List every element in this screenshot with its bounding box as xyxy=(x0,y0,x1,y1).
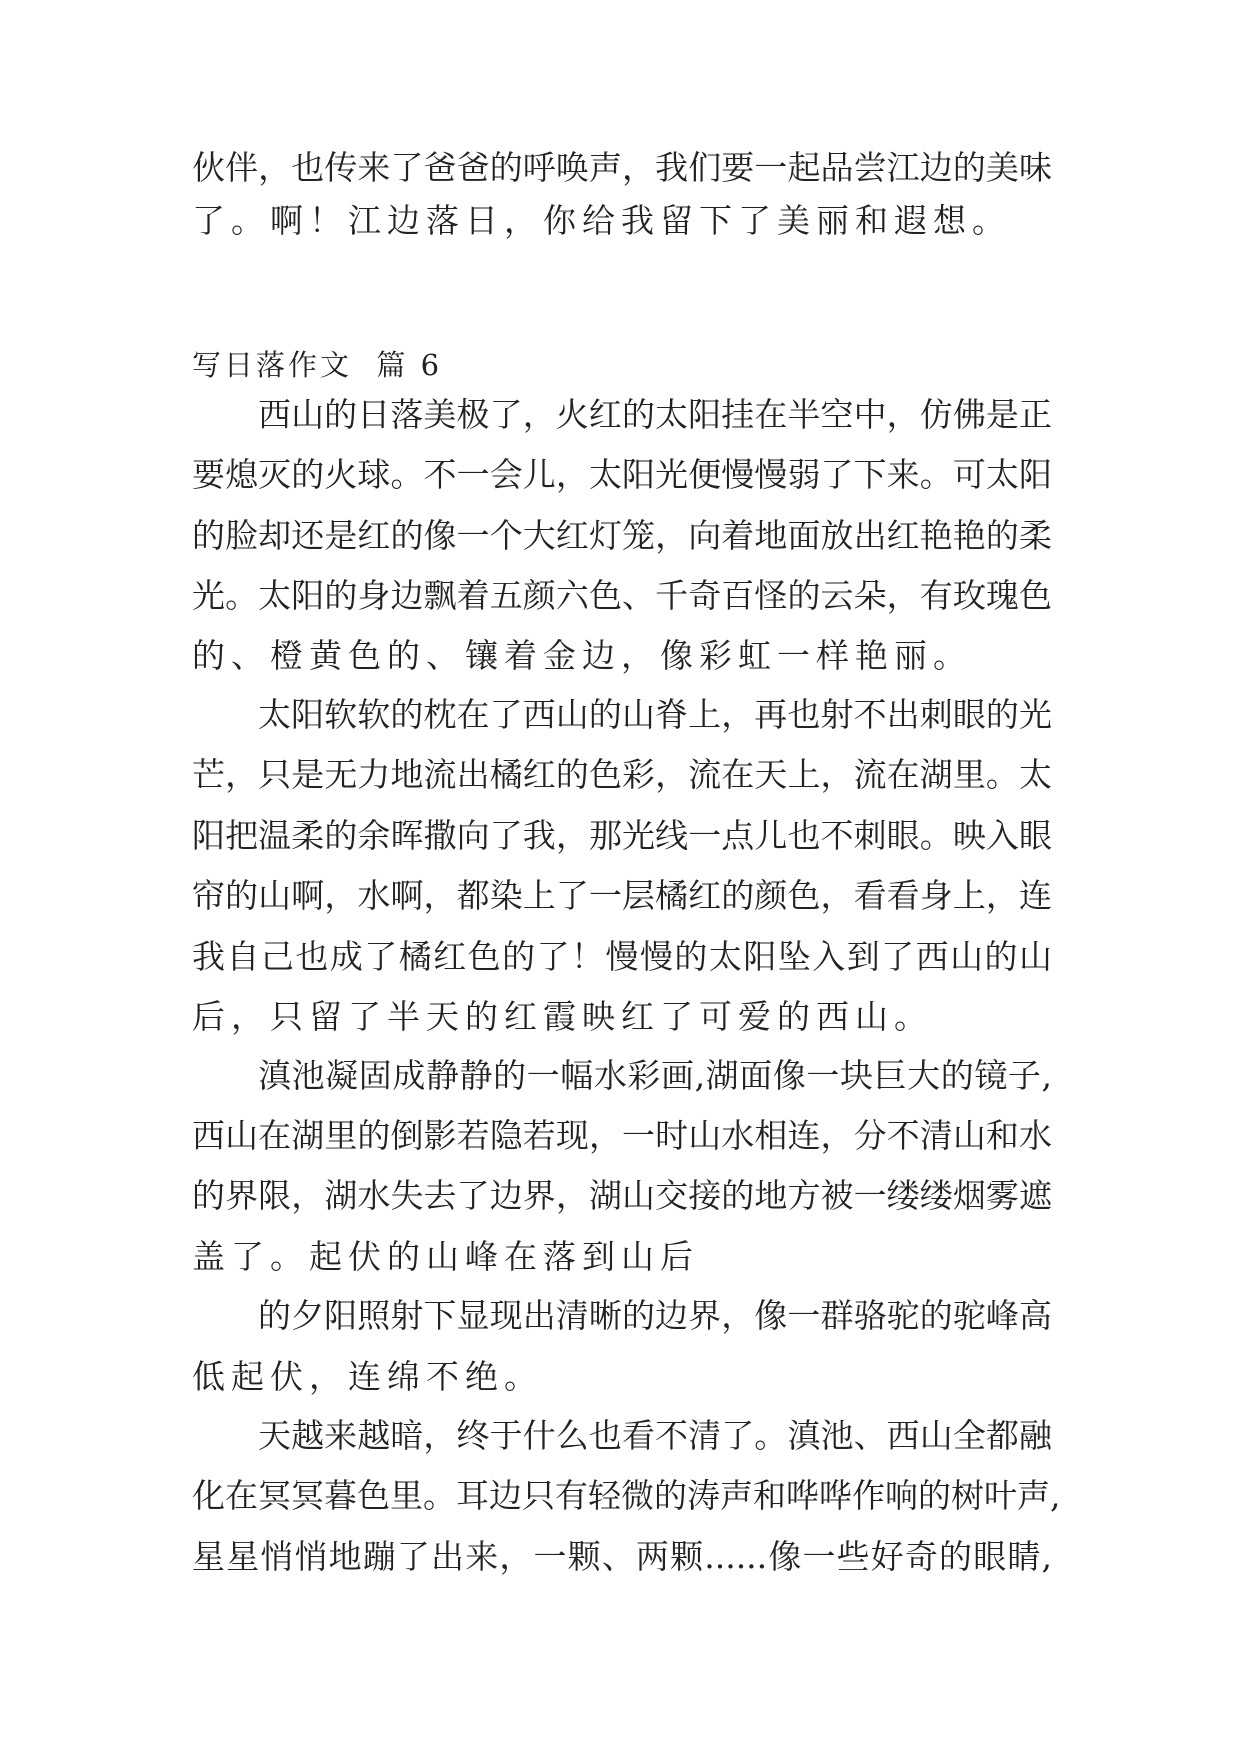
paragraph-line: 滇池凝固成静静的一幅水彩画,湖面像一块巨大的镜子, xyxy=(258,1056,1052,1095)
paragraph-line: 我自己也成了橘红色的了！慢慢的太阳坠入到了西山的山 xyxy=(192,937,1052,976)
paragraph-line: 星星悄悄地蹦了出来，一颗、两颗......像一些好奇的眼睛, xyxy=(192,1537,1052,1576)
paragraph-line: 西山在湖里的倒影若隐若现，一时山水相连，分不清山和水 xyxy=(192,1116,1052,1155)
paragraph-line: 太阳软软的枕在了西山的山脊上，再也射不出刺眼的光 xyxy=(258,695,1052,734)
paragraph-line: 后，只留了半天的红霞映红了可爱的西山。 xyxy=(192,997,933,1036)
paragraph-line: 的夕阳照射下显现出清晰的边界，像一群骆驼的驼峰高 xyxy=(258,1296,1052,1335)
paragraph-line: 低起伏，连绵不绝。 xyxy=(192,1357,543,1396)
paragraph-line: 帘的山啊，水啊，都染上了一层橘红的颜色，看看身上，连 xyxy=(192,876,1052,915)
section-title: 写日落作文 篇 6 xyxy=(192,348,443,382)
paragraph-line: 要熄灭的火球。不一会儿，太阳光便慢慢弱了下来。可太阳 xyxy=(192,455,1052,494)
paragraph-line: 天越来越暗，终于什么也看不清了。滇池、西山全都融 xyxy=(258,1416,1052,1455)
paragraph-line: 芒，只是无力地流出橘红的色彩，流在天上，流在湖里。太 xyxy=(192,755,1052,794)
paragraph-line: 阳把温柔的余晖撒向了我，那光线一点儿也不刺眼。映入眼 xyxy=(192,816,1052,855)
paragraph-line: 盖了。起伏的山峰在落到山后 xyxy=(192,1237,699,1276)
paragraph-line: 的脸却还是红的像一个大红灯笼，向着地面放出红艳艳的柔 xyxy=(192,516,1052,555)
intro-line: 了。啊！江边落日，你给我留下了美丽和遐想。 xyxy=(192,201,1011,240)
paragraph-line: 的、橙黄色的、镶着金边，像彩虹一样艳丽。 xyxy=(192,636,972,675)
paragraph-line: 的界限，湖水失去了边界，湖山交接的地方被一缕缕烟雾遮 xyxy=(192,1176,1052,1215)
intro-line: 伙伴，也传来了爸爸的呼唤声，我们要一起品尝江边的美味 xyxy=(192,148,1052,187)
paragraph-line: 光。太阳的身边飘着五颜六色、千奇百怪的云朵，有玫瑰色 xyxy=(192,576,1052,615)
paragraph-line: 西山的日落美极了，火红的太阳挂在半空中，仿佛是正 xyxy=(258,395,1052,434)
paragraph-line: 化在冥冥暮色里。耳边只有轻微的涛声和哗哗作响的树叶声, xyxy=(192,1476,1061,1515)
